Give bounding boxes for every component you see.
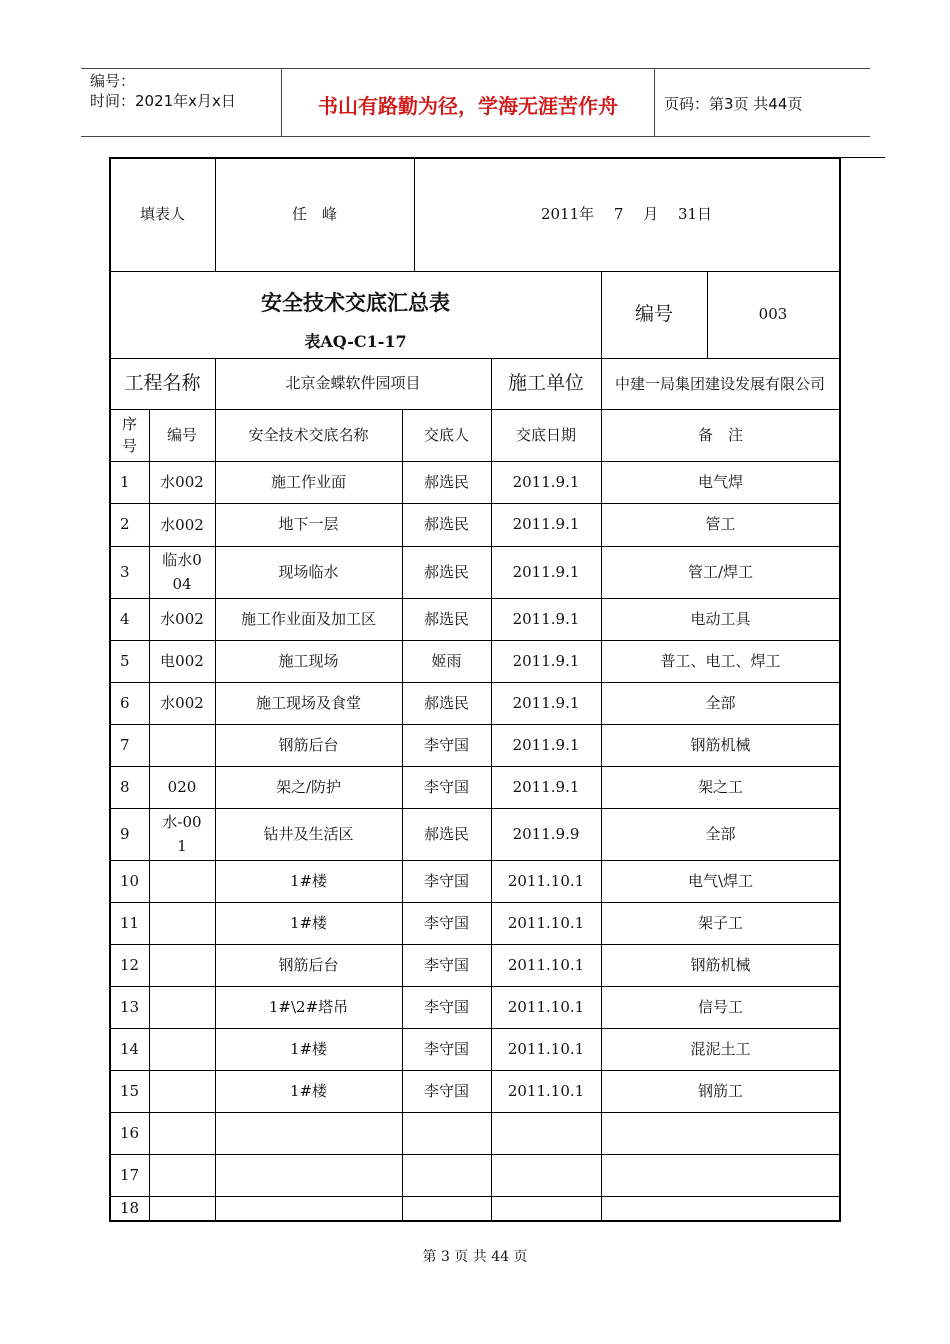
table-cell-col-code [149, 860, 215, 902]
table-cell-col-remark: 全部 [705, 693, 736, 712]
header-top-rule [81, 68, 870, 69]
table-cell-col-code [149, 1154, 215, 1196]
table-cell-col-name: 施工作业面 [270, 472, 346, 491]
table-cell-col-presenter: 姬雨 [431, 651, 462, 670]
table-cell-col-code [149, 944, 215, 986]
table-cell-col-date [491, 1196, 601, 1221]
table-cell-col-code: 水002 [160, 515, 204, 534]
table-cell-col-presenter: 李守国 [423, 1039, 469, 1058]
table-cell-col-name: 施工现场及食堂 [255, 693, 361, 712]
table-cell-col-date: 2011.9.1 [512, 651, 580, 670]
table-cell-col-name: 钻井及生活区 [263, 824, 354, 843]
table-cell-col-remark [601, 1196, 840, 1221]
number-label: 编号 [634, 303, 673, 325]
grid-line [601, 358, 602, 409]
table-cell-col-index: 12 [120, 955, 140, 974]
number-value: 003 [758, 305, 788, 323]
frame-stub-line [841, 157, 885, 158]
table-cell-col-presenter: 郝选民 [423, 609, 469, 628]
page-footer: 第 3 页 共 44 页 [422, 1249, 528, 1265]
table-cell-col-index: 15 [120, 1081, 140, 1100]
table-cell-col-index: 8 [120, 777, 130, 796]
table-cell-col-date: 2011.10.1 [507, 1039, 585, 1058]
time-label: 时间：2021年x月x日 [90, 92, 236, 110]
table-cell-col-code [149, 1196, 215, 1221]
table-cell-col-remark: 全部 [705, 824, 736, 843]
table-cell-col-date: 2011.10.1 [507, 1081, 585, 1100]
table-cell-col-name: 1#楼 [289, 1039, 328, 1058]
table-cell-col-presenter: 李守国 [423, 777, 469, 796]
table-cell-col-index: 14 [120, 1039, 140, 1058]
table-cell-col-remark: 电气焊 [697, 472, 743, 491]
table-cell-col-date: 2011.9.1 [512, 609, 580, 628]
table-cell-col-remark: 钢筋机械 [690, 735, 751, 754]
table-cell-col-index: 10 [120, 871, 140, 890]
table-cell-col-index: 1 [120, 472, 130, 491]
table-cell-col-code [149, 986, 215, 1028]
column-header-col-name: 安全技术交底名称 [248, 425, 369, 444]
table-cell-col-date: 2011.9.1 [512, 562, 580, 581]
table-cell-col-presenter: 李守国 [423, 913, 469, 932]
project-label: 工程名称 [124, 372, 201, 394]
table-cell-col-index: 4 [120, 609, 130, 628]
form-title-text: 安全技术交底汇总表 [261, 290, 450, 315]
table-cell-col-remark: 管工/焊工 [687, 562, 754, 581]
column-header-col-index: 序号 [121, 415, 137, 455]
header-page-info: 页码：第3页 共44页 [664, 95, 803, 113]
table-cell-col-date: 2011.9.1 [512, 515, 580, 533]
table-cell-col-date: 2011.9.1 [512, 693, 580, 712]
table-cell-col-index: 5 [120, 651, 130, 670]
table-cell-col-presenter: 郝选民 [423, 472, 469, 491]
table-cell-col-name: 施工现场 [278, 651, 339, 670]
table-cell-col-code: 电002 [160, 652, 204, 670]
table-cell-col-date: 2011.10.1 [507, 871, 585, 890]
table-cell-col-code: 水-001 [162, 813, 202, 855]
column-header-col-remark: 备 注 [697, 425, 743, 444]
table-cell-col-remark: 架子工 [697, 913, 743, 932]
header-bottom-rule [81, 136, 870, 137]
project-name: 北京金蝶软件园项目 [285, 374, 421, 392]
table-cell-col-code [149, 1112, 215, 1154]
table-cell-col-code: 水002 [160, 610, 204, 628]
code-label: 编号： [90, 72, 136, 90]
table-cell-col-presenter: 郝选民 [423, 693, 469, 712]
table-cell-col-presenter: 郝选民 [423, 515, 469, 533]
table-cell-col-presenter [402, 1112, 491, 1154]
table-cell-col-code: 020 [167, 778, 197, 796]
table-cell-col-remark: 电动工具 [690, 609, 751, 628]
table-cell-col-name: 1#楼 [289, 913, 328, 932]
table-cell-col-presenter: 李守国 [423, 1081, 469, 1100]
form-title [110, 285, 601, 321]
table-cell-col-date: 2011.9.1 [512, 777, 580, 796]
table-cell-col-code [149, 1070, 215, 1112]
table-cell-col-remark: 架之工 [697, 777, 743, 796]
table-cell-col-remark [601, 1154, 840, 1196]
table-cell-col-name [215, 1154, 402, 1196]
table-cell-col-name: 现场临水 [278, 562, 339, 581]
table-cell-col-name [215, 1196, 402, 1221]
table-cell-col-remark [601, 1112, 840, 1154]
table-cell-col-index: 13 [120, 997, 140, 1016]
contractor-name: 中建一局集团建设发展有限公司 [614, 374, 825, 393]
table-cell-col-name: 地下一层 [278, 515, 339, 533]
table-cell-col-remark: 钢筋机械 [690, 955, 751, 974]
table-cell-col-code [149, 1028, 215, 1070]
table-cell-col-presenter: 郝选民 [423, 824, 469, 843]
table-cell-col-presenter: 李守国 [423, 997, 469, 1016]
table-cell-col-code [149, 724, 215, 766]
table-cell-col-remark: 电气\焊工 [687, 871, 754, 890]
table-cell-col-index: 18 [120, 1199, 140, 1217]
table-cell-col-index: 11 [120, 913, 140, 932]
form-subtitle-text: 表AQ-C1-17 [304, 331, 407, 351]
table-cell-col-date: 2011.10.1 [507, 913, 585, 932]
table-cell-col-name: 1#楼 [289, 1081, 328, 1100]
table-cell-col-presenter [402, 1154, 491, 1196]
column-header-col-presenter: 交底人 [423, 425, 469, 444]
table-cell-col-name: 钢筋后台 [278, 735, 339, 754]
table-cell-col-date: 2011.9.1 [512, 472, 580, 491]
table-cell-col-date: 2011.9.1 [512, 735, 580, 754]
table-cell-col-date: 2011.9.9 [512, 824, 580, 843]
contractor-label: 施工单位 [507, 372, 584, 394]
table-cell-col-name: 架之/防护 [275, 777, 342, 796]
table-cell-col-index: 6 [120, 693, 130, 712]
table-cell-col-name: 施工作业面及加工区 [240, 609, 376, 628]
table-cell-col-index: 17 [120, 1165, 140, 1184]
table-cell-col-name: 1#楼 [289, 871, 328, 890]
header-meta [90, 71, 236, 111]
table-cell-col-remark: 管工 [705, 515, 736, 533]
form-subtitle [110, 327, 601, 355]
table-cell-col-code [149, 902, 215, 944]
table-cell-col-name: 1#\2#塔吊 [268, 997, 349, 1016]
table-cell-col-date [491, 1154, 601, 1196]
table-cell-col-presenter: 李守国 [423, 871, 469, 890]
table-cell-col-presenter: 李守国 [423, 955, 469, 974]
table-cell-col-index: 7 [120, 735, 130, 754]
table-cell-col-date: 2011.10.1 [507, 955, 585, 974]
table-cell-col-code: 水002 [160, 473, 204, 491]
table-cell-col-index: 2 [120, 515, 130, 533]
table-cell-col-index: 9 [120, 824, 130, 843]
table-cell-col-presenter: 郝选民 [423, 562, 469, 581]
header-motto: 书山有路勤为径，学海无涯苦作舟 [318, 94, 618, 118]
column-header-col-code: 编号 [166, 425, 197, 444]
filler-name: 任 峰 [291, 205, 337, 223]
fill-date: 2011年 7 月 31日 [540, 205, 713, 223]
table-cell-col-index: 3 [120, 562, 130, 581]
filler-label: 填表人 [139, 205, 185, 223]
table-cell-col-code: 临水004 [162, 551, 202, 593]
table-cell-col-name [215, 1112, 402, 1154]
table-cell-col-index: 16 [120, 1123, 140, 1142]
column-header-col-date: 交底日期 [515, 425, 576, 444]
table-cell-col-presenter [402, 1196, 491, 1221]
table-cell-col-remark: 钢筋工 [697, 1081, 743, 1100]
table-cell-col-remark: 信号工 [697, 997, 743, 1016]
header-divider [654, 69, 655, 136]
table-cell-col-name: 钢筋后台 [278, 955, 339, 974]
table-cell-col-remark: 普工、电工、焊工 [660, 651, 781, 670]
table-cell-col-remark: 混泥土工 [690, 1039, 751, 1058]
table-cell-col-date [491, 1112, 601, 1154]
table-cell-col-presenter: 李守国 [423, 735, 469, 754]
table-cell-col-date: 2011.10.1 [507, 997, 585, 1016]
table-cell-col-code: 水002 [160, 694, 204, 712]
